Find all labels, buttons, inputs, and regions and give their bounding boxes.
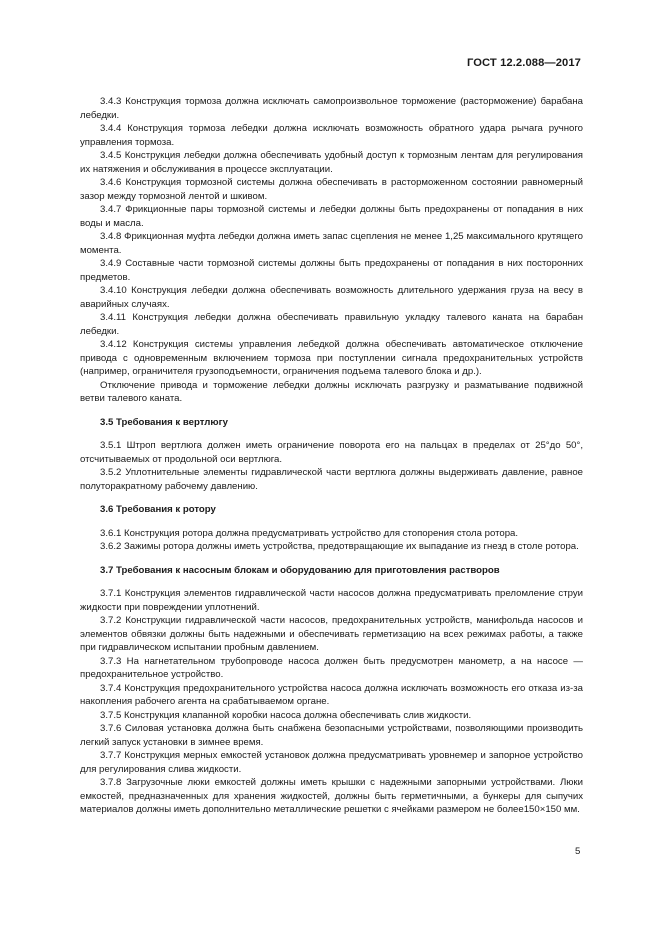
page-number: 5 — [575, 846, 581, 857]
paragraph: 3.4.7 Фрикционные пары тормозной системы и лебедки должны быть предохранены от попадания в них воды и масла. — [80, 204, 583, 229]
paragraph: 3.4.4 Конструкция тормоза лебедки должна исключать возможность обратного удара рычага ручного управления тормоза. — [80, 123, 583, 148]
paragraph: 3.4.5 Конструкция лебедки должна обеспечивать удобный доступ к тормозным лентам для регулирования их натяжения и обслуживания в процессе эксплуатации. — [80, 150, 583, 175]
paragraph: 3.4.8 Фрикционная муфта лебедки должна иметь запас сцепления не менее 1,25 максимального крутящего момента. — [80, 231, 583, 256]
paragraph: 3.4.11 Конструкция лебедки должна обеспечивать правильную укладку талевого каната на барабан лебедки. — [80, 312, 583, 337]
paragraph: 3.4.12 Конструкция системы управления лебедкой должна обеспечивать автоматическое отключение привода с одновременным включением тормоза при поступлении сигнала предохранительных устройств (например, ограничителя грузоподъемности, ограничения подъема талевого блока и др.). — [80, 339, 583, 377]
paragraph: 3.6.1 Конструкция ротора должна предусматривать устройство для стопорения стола ротора. — [100, 527, 519, 539]
paragraph: 3.4.3 Конструкция тормоза должна исключать самопроизвольное торможение (расторможение) барабана лебедки. — [80, 96, 583, 121]
paragraph: 3.6.2 Зажимы ротора должны иметь устройства, предотвращающие их выпадание из гнезд в столе ротора. — [100, 541, 579, 552]
paragraph: 3.7.3 На нагнетательном трубопроводе насоса должен быть предусмотрен манометр, а на насосе — предохранительное устройство. — [80, 655, 583, 680]
section-heading: 3.5 Требования к вертлюгу — [100, 416, 228, 428]
paragraph: 3.7.2 Конструкции гидравлической части насосов, предохранительных устройств, манифольда насосов и элементов обвязки должны быть надежными и обеспечивать герметизацию на всех режимах работы, а также при гидравлическом испытании пробным давлением. — [80, 615, 583, 653]
paragraph: Отключение привода и торможение лебедки должны исключать разгрузку и разматывание подвижной ветви талевого каната. — [80, 379, 583, 404]
paragraph: 3.7.8 Загрузочные люки емкостей должны иметь крышки с надежными запорными устройствами. Люки емкостей, предназначенных для хранения жидкостей, должны быть герметичными, а бункеры для сыпучих материалов должны иметь дополнительно металлические решетки с ячейками размером не более150×150 мм. — [80, 777, 583, 815]
paragraph: 3.4.6 Конструкция тормозной системы должна обеспечивать в расторможенном состоянии равномерный зазор между тормозной лентой и шкивом. — [80, 177, 583, 202]
paragraph: 3.5.1 Штроп вертлюга должен иметь ограничение поворота его на пальцах в пределах от 25°до 50°, отсчитываемых от продольной оси вертлюга. — [80, 440, 583, 465]
document-header: ГОСТ 12.2.088—2017 — [466, 57, 581, 69]
paragraph: 3.5.2 Уплотнительные элементы гидравлической части вертлюга должны выдерживать давление, равное полуторакратному рабочему давлению. — [80, 467, 583, 492]
section-heading: 3.7 Требования к насосным блокам и оборудованию для приготовления растворов — [100, 564, 500, 576]
paragraph: 3.7.1 Конструкция элементов гидравлической части насосов должна предусматривать преломление струи жидкости при повреждении уплотнений. — [80, 588, 583, 613]
paragraph: 3.7.5 Конструкция клапанной коробки насоса должна обеспечивать слив жидкости. — [100, 709, 472, 721]
paragraph: 3.4.9 Составные части тормозной системы должны быть предохранены от попадания в них посторонних предметов. — [80, 258, 583, 283]
paragraph: 3.7.6 Силовая установка должна быть снабжена безопасными устройствами, позволяющими производить легкий запуск установки в зимнее время. — [80, 723, 583, 748]
paragraph: 3.7.4 Конструкция предохранительного устройства насоса должна исключать возможность его отказа из-за накопления рабочего агента на срабатываемом органе. — [80, 682, 583, 707]
document-body — [80, 95, 583, 817]
section-heading: 3.6 Требования к ротору — [100, 504, 216, 515]
paragraph: 3.7.7 Конструкция мерных емкостей установок должна предусматривать уровнемер и запорное устройство для регулирования слива жидкости. — [80, 750, 583, 775]
paragraph: 3.4.10 Конструкция лебедки должна обеспечивать возможность длительного удержания груза на весу в аварийных случаях. — [80, 285, 583, 310]
